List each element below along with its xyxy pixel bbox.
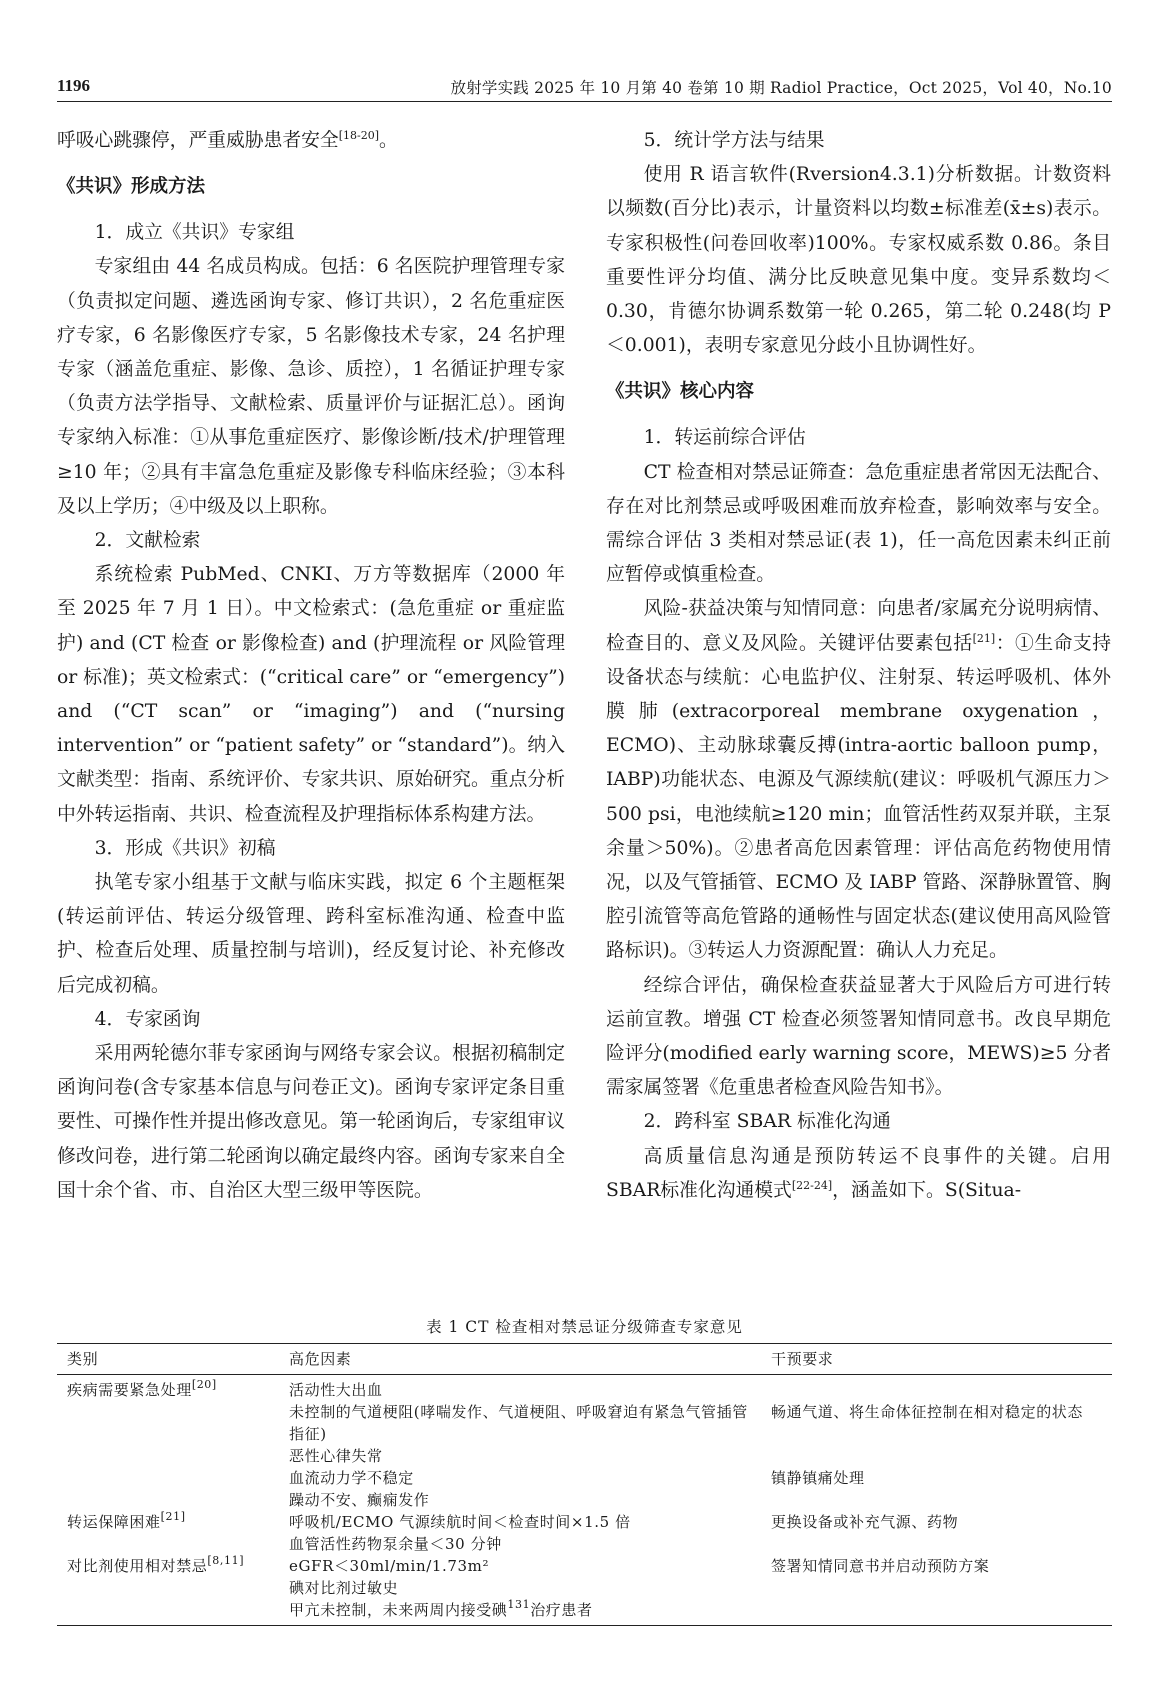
category-cell: 转运保障困难[21] xyxy=(67,1510,186,1531)
risk-factor-cell: 碘对比剂过敏史 xyxy=(289,1579,399,1597)
paragraph: 呼吸心跳骤停，严重威胁患者安全[18-20]。 xyxy=(57,129,398,151)
citation-ref[interactable]: [22-24] xyxy=(791,1178,833,1192)
table-row xyxy=(57,1445,1112,1467)
risk-factor-cell: 躁动不安、癫痫发作 xyxy=(289,1491,430,1509)
subsection-title: 5．统计学方法与结果 xyxy=(643,130,825,151)
table-caption: 表 1 CT 检查相对禁忌证分级筛查专家意见 xyxy=(426,1318,743,1336)
citation-ref[interactable]: [21] xyxy=(160,1510,186,1523)
left-column xyxy=(57,124,565,1208)
table-row xyxy=(57,1467,1112,1489)
table-row xyxy=(57,1555,1112,1577)
column-header: 高危因素 xyxy=(289,1350,352,1368)
risk-factor-cell: 呼吸机/ECMO 气源续航时间＜检查时间×1.5 倍 xyxy=(289,1513,631,1531)
contraindication-table xyxy=(57,1343,1112,1626)
risk-factor-cell: 血管活性药物泵余量＜30 分钟 xyxy=(289,1535,502,1553)
category-cell xyxy=(57,1577,285,1599)
paragraph: 执笔专家小组基于文献与临床实践，拟定 6 个主题框架(转运前评估、转运分级管理、跨科室标准沟通、检查中监护、检查后处理、质量控制与培训)，经反复讨论、补充修改后完成初稿。 xyxy=(57,872,565,996)
category-cell xyxy=(57,1489,285,1511)
subsection-title: 2．跨科室 SBAR 标准化沟通 xyxy=(643,1111,891,1133)
risk-factor-cell: 血流动力学不稳定 xyxy=(289,1469,414,1487)
intervention-cell xyxy=(767,1599,1112,1621)
table-header-rule xyxy=(57,1374,1112,1375)
intervention-cell: 畅通气道、将生命体征控制在相对稳定的状态 xyxy=(771,1403,1084,1421)
category-cell xyxy=(57,1599,285,1621)
intervention-cell: 镇静镇痛处理 xyxy=(771,1469,865,1487)
risk-factor-cell: 甲亢未控制，未来两周内接受碘$^{131}$治疗患者 xyxy=(289,1598,593,1619)
category-cell xyxy=(57,1401,285,1445)
column-header: 干预要求 xyxy=(771,1350,834,1368)
table-row xyxy=(57,1577,1112,1599)
running-header xyxy=(57,72,1112,102)
intervention-cell xyxy=(767,1445,1112,1467)
paragraph: 风险-获益决策与知情同意：向患者/家属充分说明病情、检查目的、意义及风险。关键评估要素包括[21]：①生命支持设备状态与续航：心电监护仪、注射泵、转运呼吸机、体外膜肺(extracorporeal membrane oxygenation，ECMO)、主动脉球囊反搏(intra-aortic balloon pump，IABP)功能状态、电源及气源续航(建议：呼吸机气源压力＞500 psi，电池续航≥120 min；血管活性药双泵并联，主泵余量＞50%)。②患者高危因素管理：评估高危药物使用情况，以及气管插管、ECMO 及 IABP 管路、深静脉置管、胸腔引流管等高危管路的通畅性与固定状态(建议使用高风险管路标识)。③转运人力资源配置：确认人力充足。 xyxy=(606,598,1112,962)
citation-ref[interactable]: [20] xyxy=(191,1378,217,1391)
category-cell: 对比剂使用相对禁忌[8,11] xyxy=(67,1554,245,1575)
category-cell xyxy=(57,1445,285,1467)
intervention-cell xyxy=(767,1533,1112,1555)
table-row xyxy=(57,1401,1112,1445)
risk-factor-cell: 活动性大出血 xyxy=(289,1381,383,1399)
header-rule xyxy=(57,101,1112,102)
page-number: 1196 xyxy=(57,76,91,95)
paragraph: 系统检索 PubMed、CNKI、万方等数据库（2000 年至 2025 年 7 月 1 日）。中文检索式：(急危重症 or 重症监护) and (CT 检查 or 影像检查) and (护理流程 or 风险管理 or 标准)；英文检索式：(“critical care” or “emergency”) and (“CT scan” or “imaging”) and (“nursing intervention” or “patient safety” or “standard”)。纳入文献类型：指南、系统评价、专家共识、原始研究。重点分析中外转运指南、共识、检查流程及护理指标体系构建方法。 xyxy=(57,564,565,825)
intervention-cell: 签署知情同意书并启动预防方案 xyxy=(771,1557,990,1575)
table-bottom-rule xyxy=(57,1625,1112,1626)
intervention-cell xyxy=(767,1577,1112,1599)
column-header: 类别 xyxy=(67,1350,99,1368)
risk-factor-cell: eGFR＜30ml/min/1.73m² xyxy=(289,1557,490,1575)
paragraph: CT 检查相对禁忌证筛查：急危重症患者常因无法配合、存在对比剂禁忌或呼吸困难而放弃检查，影响效率与安全。需综合评估 3 类相对禁忌证(表 1)，任一高危因素未纠正前应暂停或慎重检查。 xyxy=(606,461,1111,586)
paragraph: 高质量信息沟通是预防转运不良事件的关键。启用SBAR标准化沟通模式[22-24]，涵盖如下。S(Situa- xyxy=(606,1145,1111,1201)
paragraph: 经综合评估，确保检查获益显著大于风险后方可进行转运前宣教。增强 CT 检查必须签署知情同意书。改良早期危险评分(modified early warning score，MEWS)≥5 分者需家属签署《危重患者检查风险告知书》。 xyxy=(606,974,1111,1099)
paragraph: 使用 R 语言软件(Rversion4.3.1)分析数据。计数资料以频数(百分比)表示，计量资料以均数±标准差(x̄±s)表示。专家积极性(问卷回收率)100%。专家权威系数 0.86。条目重要性评分均值、满分比反映意见集中度。变异系数均＜0.30，肯德尔协调系数第一轮 0.265，第二轮 0.248(均 P＜0.001)，表明专家意见分歧小且协调性好。 xyxy=(606,164,1111,357)
citation-ref[interactable]: [8,11] xyxy=(207,1554,245,1567)
subsection-title: 1．成立《共识》专家组 xyxy=(94,222,295,244)
subsection-title: 4．专家函询 xyxy=(94,1008,201,1030)
journal-citation: 放射学实践 2025 年 10 月第 40 卷第 10 期 Radiol Practice，Oct 2025，Vol 40，No.10 xyxy=(450,79,1112,97)
intervention-cell xyxy=(767,1489,1112,1511)
paragraph: 专家组由 44 名成员构成。包括：6 名医院护理管理专家（负责拟定问题、遴选函询专家、修订共识），2 名危重症医疗专家，6 名影像医疗专家，5 名影像技术专家，24 名护理专家（涵盖危重症、影像、急诊、质控），1 名循证护理专家（负责方法学指导、文献检索、质量评价与证据汇总）。函询专家纳入标准：①从事危重症医疗、影像诊断/技术/护理管理≥10 年；②具有丰富急危重症及影像专科临床经验；③本科及以上学历；④中级及以上职称。 xyxy=(57,256,565,517)
section-heading-method: 《共识》形成方法 xyxy=(57,176,206,198)
citation-ref[interactable]: [21] xyxy=(972,631,996,645)
category-cell xyxy=(57,1533,285,1555)
section-heading-core: 《共识》核心内容 xyxy=(606,381,755,403)
paragraph: 采用两轮德尔菲专家函询与网络专家会议。根据初稿制定函询问卷(含专家基本信息与问卷正文)。函询专家评定条目重要性、可操作性并提出修改意见。第一轮函询后，专家组审议修改问卷，进行第二轮函询以确定最终内容。函询专家来自全国十余个省、市、自治区大型三级甲等医院。 xyxy=(57,1043,565,1201)
right-column xyxy=(606,124,1111,1208)
category-cell: 疾病需要紧急处理[20] xyxy=(67,1378,217,1399)
citation-ref[interactable]: [18-20] xyxy=(338,129,380,142)
subsection-title: 2．文献检索 xyxy=(94,530,201,552)
table-header-row xyxy=(57,1344,1112,1374)
risk-factor-cell: 未控制的气道梗阻(哮喘发作、气道梗阻、呼吸窘迫有紧急气管插管指征) xyxy=(289,1403,748,1443)
intervention-cell: 更换设备或补充气源、药物 xyxy=(771,1513,959,1531)
table-row xyxy=(57,1533,1112,1555)
risk-factor-cell: 恶性心律失常 xyxy=(289,1447,383,1465)
table-row xyxy=(57,1599,1112,1621)
category-cell xyxy=(57,1467,285,1489)
table-row xyxy=(57,1511,1112,1533)
intervention-cell xyxy=(767,1379,1112,1401)
subsection-title: 3．形成《共识》初稿 xyxy=(94,837,276,859)
subsection-title: 1．转运前综合评估 xyxy=(643,427,806,449)
table-row xyxy=(57,1489,1112,1511)
table-row xyxy=(57,1379,1112,1401)
